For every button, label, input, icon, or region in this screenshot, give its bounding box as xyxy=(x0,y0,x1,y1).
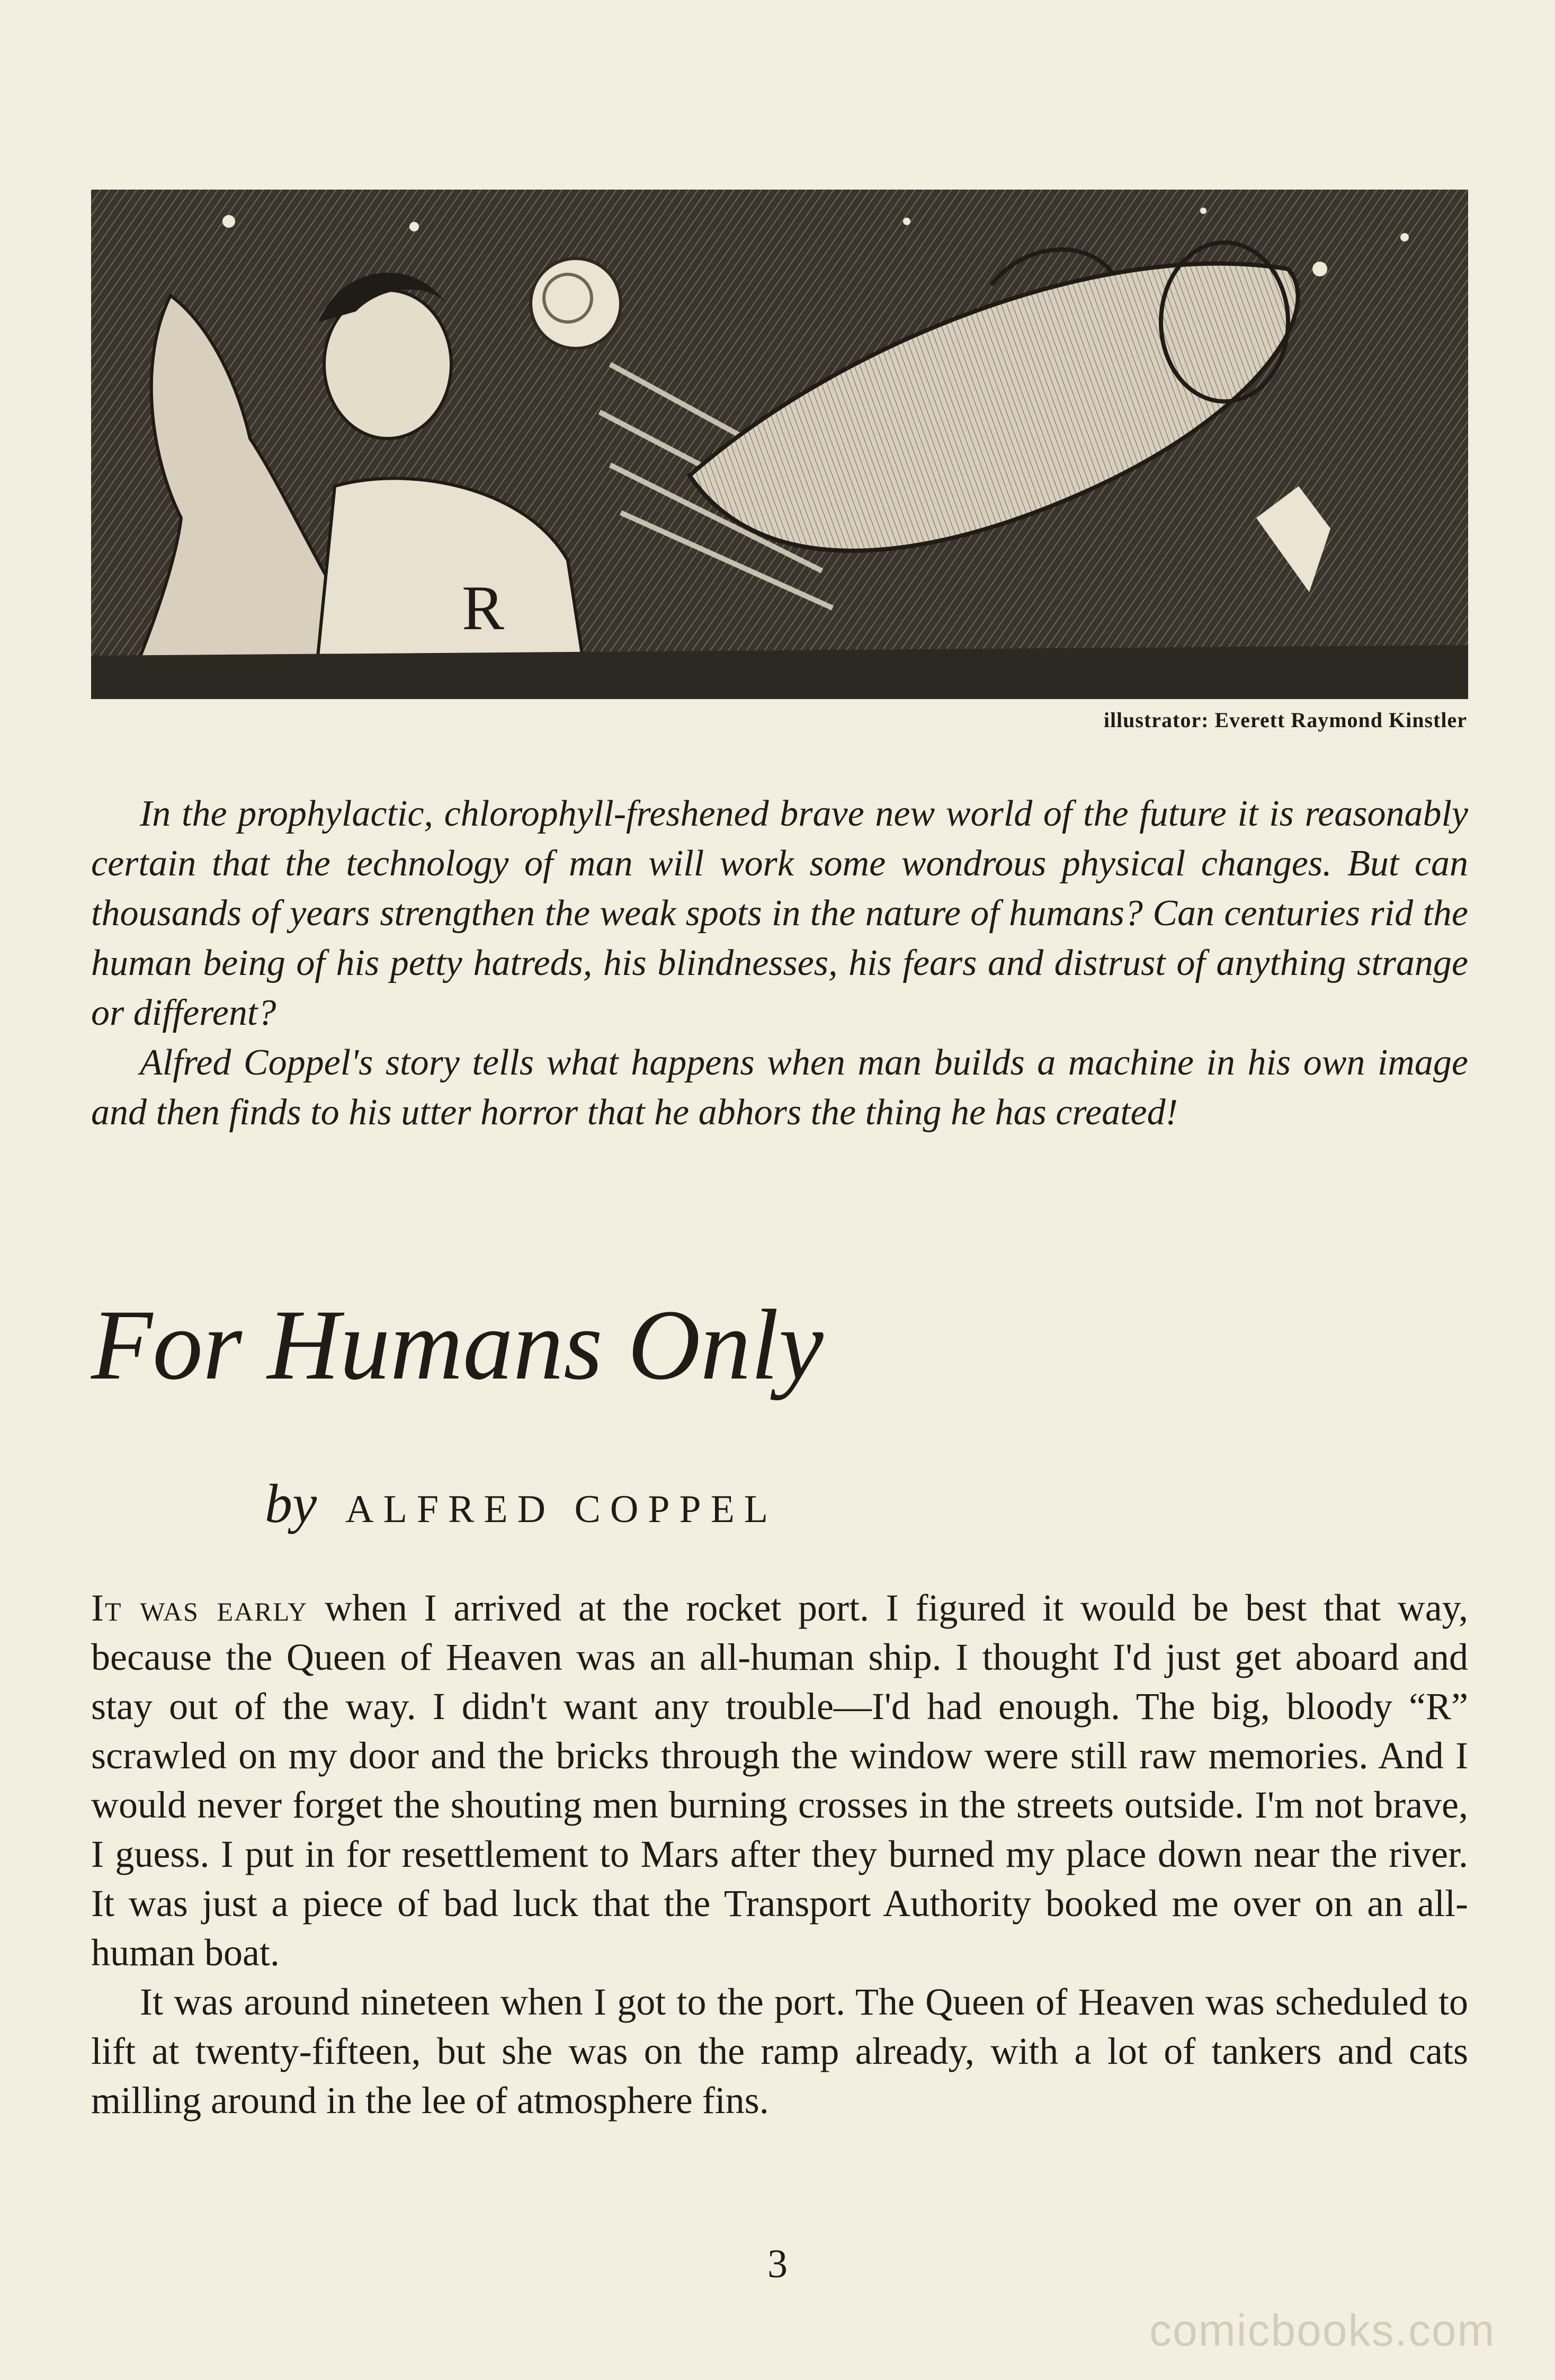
intro-paragraph: Alfred Coppel's story tells what happens when man builds a machine in his own image and then finds to his utter horror that he abhors the thing he has created! xyxy=(91,1042,1468,1133)
byline-by: by xyxy=(265,1473,317,1534)
illustrator-credit: illustrator: Everett Raymond Kinstler xyxy=(1103,708,1467,732)
body-paragraph xyxy=(91,1583,1468,1978)
body-paragraph-text: when I arrived at the rocket port. I figured it would be best that way, because the Queen of Heaven was an all-human ship. I thought I'd just get aboard and stay out of the way. I didn't want any trouble—I'd had enough. The big, bloody “R” scrawled on my door and the bricks through the window were still raw memories. And I would never forget the shouting men burning crosses in the streets outside. I'm not brave, I guess. I put in for resettlement to Mars after they burned my place down near the river. It was just a piece of bad luck that the Transport Authority booked me over on an all-human boat. xyxy=(91,1587,1468,1974)
lead-small-caps: It was early xyxy=(91,1587,308,1629)
author-name: ALFRED COPPEL xyxy=(345,1488,778,1531)
byline xyxy=(265,1472,778,1535)
intro-blurb xyxy=(91,789,1468,1138)
intro-paragraph: In the prophylactic, chlorophyll-freshened brave new world of the future it is reasonably certain that the technology of man will work some wondrous physical changes. But can thousands of years strengthen the weak spots in the nature of humans? Can centuries rid the human being of his petty hatreds, his blindnesses, his fears and distrust of anything strange or different? xyxy=(91,793,1468,1033)
story-title: For Humans Only xyxy=(91,1290,824,1401)
page-number: 3 xyxy=(767,2242,788,2286)
story-body xyxy=(91,1583,1468,2125)
story-illustration xyxy=(91,190,1468,699)
svg-text:R: R xyxy=(462,572,505,643)
space-scene-illustration-icon xyxy=(91,190,1468,699)
body-paragraph: It was around nineteen when I got to the port. The Queen of Heaven was scheduled to lift at twenty-fifteen, but she was on the ramp already, with a lot of tankers and cats milling around in the lee of atmosphere fins. xyxy=(91,1981,1468,2122)
watermark: comicbooks.com xyxy=(1149,2305,1496,2355)
